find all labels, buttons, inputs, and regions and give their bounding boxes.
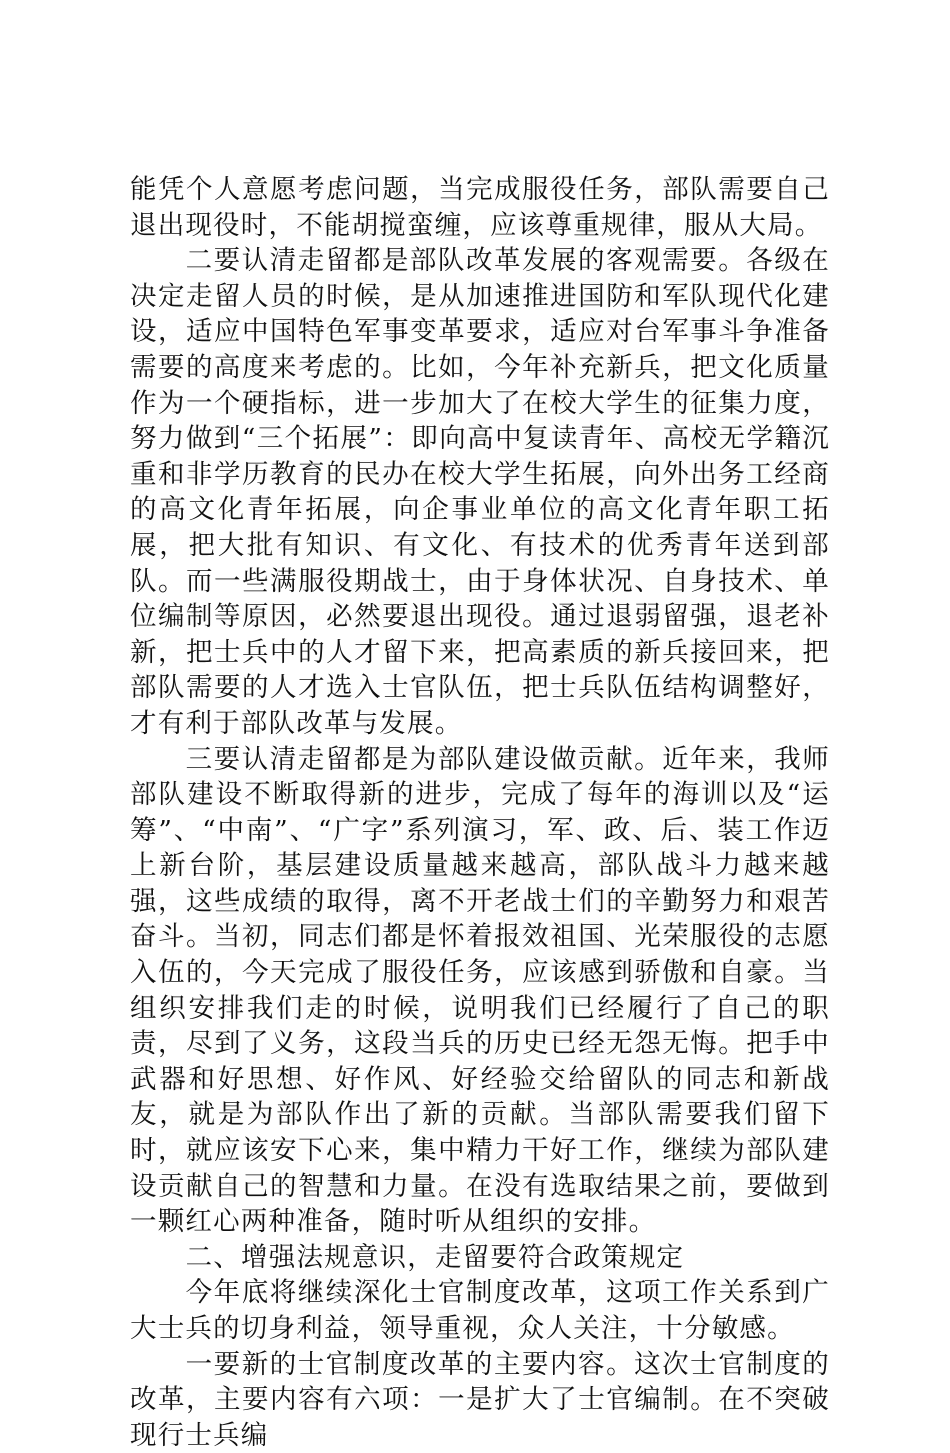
paragraph-2: 二要认清走留都是部队改革发展的客观需要。各级在决定走留人员的时候，是从加速推进国防和军队现代化建设，适应中国特色军事变革要求，适应对台军事斗争准备需要的高度来考虑的。比如，今年补充新兵，把文化质量作为一个硬指标，进一步加大了在校大学生的征集力度，努力做到“三个拓展”：即向高中复读青年、高校无学籍沉重和非学历教育的民办在校大学生拓展，向外出务工经商的高文化青年拓展，向企事业单位的高文化青年职工拓展，把大批有知识、有文化、有技术的优秀青年送到部队。而一些满服役期战士，由于身体状况、自身技术、单位编制等原因，必然要退出现役。通过退弱留强，退老补新，把士兵中的人才留下来，把高素质的新兵接回来，把部队需要的人才选入士官队伍，把士兵队伍结构调整好，才有利于部队改革与发展。 bbox=[130, 245, 830, 739]
document-body bbox=[130, 172, 830, 1453]
paragraph-1: 能凭个人意愿考虑问题，当完成服役任务，部队需要自己退出现役时，不能胡搅蛮缠，应该尊重规律，服从大局。 bbox=[130, 174, 830, 241]
paragraph-4: 今年底将继续深化士官制度改革，这项工作关系到广大士兵的切身利益，领导重视，众人关注，十分敏感。 bbox=[130, 1277, 830, 1344]
paragraph-5: 一要新的士官制度改革的主要内容。这次士官制度的改革，主要内容有六项：一是扩大了士官编制。在不突破现行士兵编 bbox=[130, 1348, 830, 1451]
paragraph-3: 三要认清走留都是为部队建设做贡献。近年来，我师部队建设不断取得新的进步，完成了每年的海训以及“运筹”、“中南”、“广字”系列演习，军、政、后、装工作迈上新台阶，基层建设质量越来越高，部队战斗力越来越强，这些成绩的取得，离不开老战士们的辛勤努力和艰苦奋斗。当初，同志们都是怀着报效祖国、光荣服役的志愿入伍的，今天完成了服役任务，应该感到骄傲和自豪。当组织安排我们走的时候，说明我们已经履行了自己的职责，尽到了义务，这段当兵的历史已经无怨无悔。把手中武器和好思想、好作风、好经验交给留队的同志和新战友，就是为部队作出了新的贡献。当部队需要我们留下时，就应该安下心来，集中精力干好工作，继续为部队建设贡献自己的智慧和力量。在没有选取结果之前，要做到一颗红心两种准备，随时听从组织的安排。 bbox=[130, 743, 830, 1238]
section-heading: 二、增强法规意识，走留要符合政策规定 bbox=[185, 1241, 685, 1273]
